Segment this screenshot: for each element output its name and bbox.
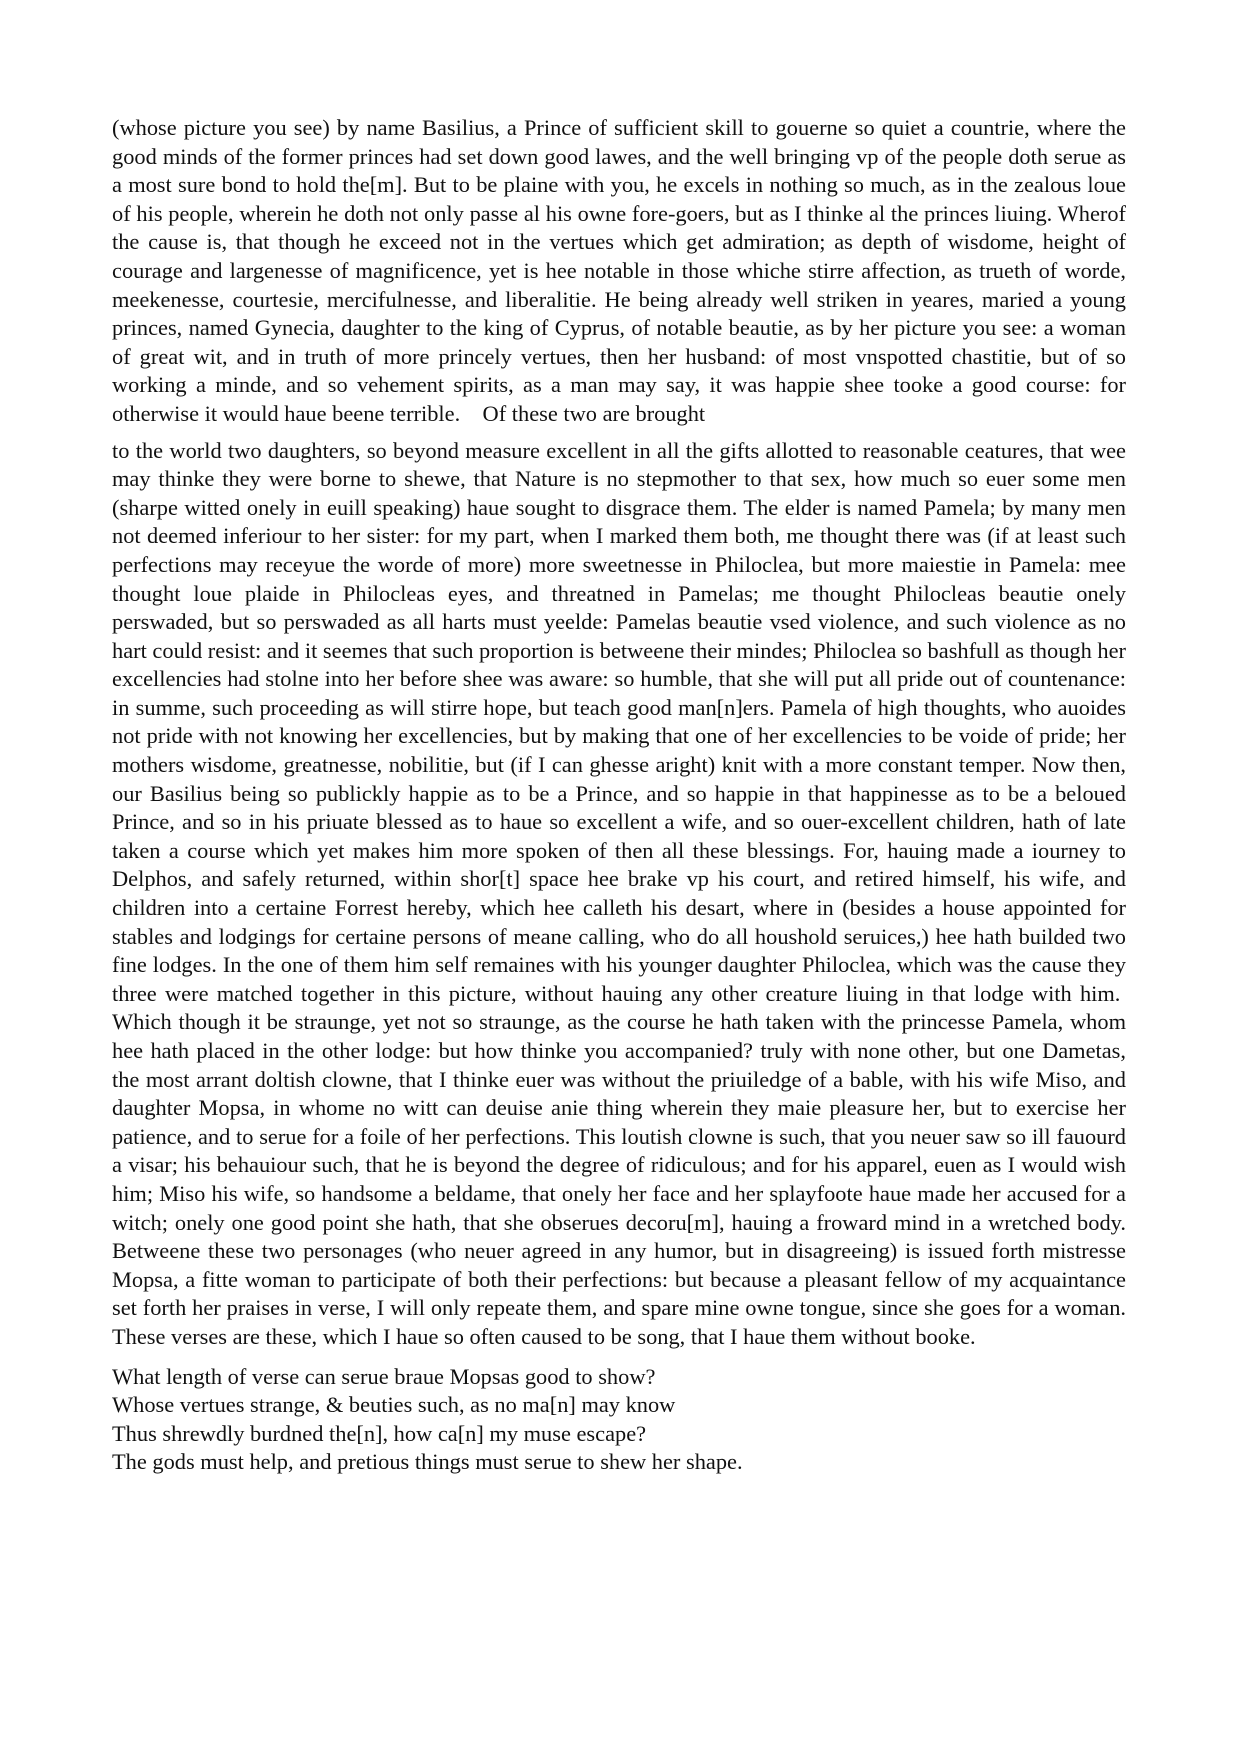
verse-block [112,1363,1126,1477]
paragraph-1: (whose picture you see) by name Basilius, a Prince of sufficient skill to gouerne so quiet a countrie, where the good minds of the former princes had set down good lawes, and the well bringing vp of the people doth serue as a most sure bond to hold the[m]. But to be plaine with you, he excels in nothing so much, as in the zealous loue of his people, wherein he doth not only passe al his owne fore-goers, but as I thinke al the princes liuing. Wherof the cause is, that though he exceed not in the vertues which get admiration; as depth of wisdome, height of courage and largenesse of magnificence, yet is hee notable in those whiche stirre affection, as trueth of worde, meekenesse, courtesie, mercifulnesse, and liberalitie. He being already well striken in yeares, maried a young princes, named Gynecia, daughter to the king of Cyprus, of notable beautie, as by her picture you see: a woman of great wit, and in truth of more princely vertues, then her husband: of most vnspotted chastitie, but of so working a minde, and so vehement spirits, as a man may say, it was happie shee tooke a good course: for otherwise it would haue beene terrible. Of these two are brought [112,115,1126,426]
verse-line-3: Thus shrewdly burdned the[n], how ca[n] my muse escape? [112,1420,647,1446]
verse-line-1: What length of verse can serue braue Mopsas good to show? [112,1363,656,1389]
verse-line-2: Whose vertues strange, & beuties such, as no ma[n] may know [112,1392,676,1418]
verse-line-4: The gods must help, and pretious things must serue to shew her shape. [112,1449,743,1475]
document-page [112,114,1126,1477]
paragraph-2: to the world two daughters, so beyond measure excellent in all the gifts allotted to reasonable ceatures, that wee may thinke they were borne to shewe, that Nature is no stepmother to that sex, how much so euer some men (sharpe witted onely in euill speaking) haue sought to disgrace them. The elder is named Pamela; by many men not deemed inferiour to her sister: for my part, when I marked them both, me thought there was (if at least such perfections may receyue the worde of more) more sweetnesse in Philoclea, but more maiestie in Pamela: mee thought loue plaide in Philocleas eyes, and threatned in Pamelas; me thought Philocleas beautie onely perswaded, but so perswaded as all harts must yeelde: Pamelas beautie vsed violence, and such violence as no hart could resist: and it seemes that such proportion is betweene their mindes; Philoclea so bashfull as though her excellencies had stolne into her before shee was aware: so humble, that she will put all pride out of countenance: in summe, such proceeding as will stirre hope, but teach good man[n]ers. Pamela of high thoughts, who auoides not pride with not knowing her excellencies, but by making that one of her excellencies to be voide of pride; her mothers wisdome, greatnesse, nobilitie, but (if I can ghesse aright) knit with a more constant temper. Now then, our Basilius being so publickly happie as to be a Prince, and so happie in that happinesse as to be a beloued Prince, and so in his priuate blessed as to haue so excellent a wife, and so ouer-excellent children, hath of late taken a course which yet makes him more spoken of then all these blessings. For, hauing made a iourney to Delphos, and safely returned, within shor[t] space hee brake vp his court, and retired himself, his wife, and children into a certaine Forrest hereby, which hee calleth his desart, where in (besides a house appointed for stables and lodgings for certaine persons of meane calling, who do all houshold seruices,) hee hath builded two fine lodges. In the one of them him self remaines with his younger daughter Philoclea, which was the cause they three were matched together in this picture, without hauing any other creature liuing in that lodge with him. Which though it be straunge, yet not so straunge, as the course he hath taken with the princesse Pamela, whom hee hath placed in the other lodge: but how thinke you accompanied? truly with none other, but one Dametas, the most arrant doltish clowne, that I thinke euer was without the priuiledge of a bable, with his wife Miso, and daughter Mopsa, in whome no witt can deuise anie thing wherein they maie pleasure her, but to exercise her patience, and to serue for a foile of her perfections. This loutish clowne is such, that you neuer saw so ill fauourd a visar; his behauiour such, that he is beyond the degree of ridiculous; and for his apparel, euen as I would wish him; Miso his wife, so handsome a beldame, that onely her face and her splayfoote haue made her accused for a witch; onely one good point she hath, that she obserues decoru[m], hauing a froward mind in a wretched body. Betweene these two personages (who neuer agreed in any humor, but in disagreeing) is issued forth mistresse Mopsa, a fitte woman to participate of both their perfections: but because a pleasant fellow of my acquaintance set forth her praises in verse, I will only repeate them, and spare mine owne tongue, since she goes for a woman. These verses are these, which I haue so often caused to be song, that I haue them without booke. [112,437,1126,1349]
